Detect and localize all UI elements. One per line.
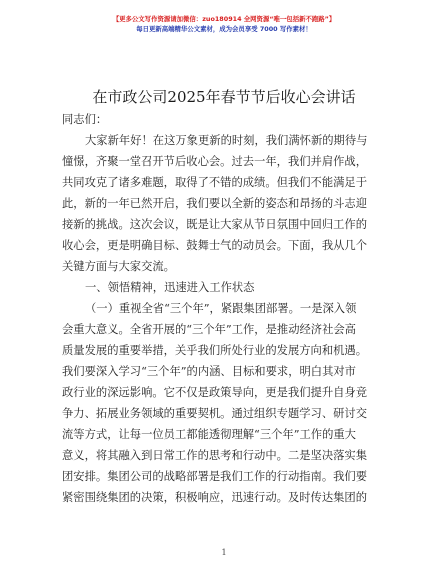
body-line: 我们要深入学习“三个年”的内涵、目标和要求，明白其对市 (62, 365, 356, 378)
body-line: 争力、拓展业务领域的重要契机。通过组织专题学习、研讨交 (62, 407, 368, 420)
body-line: （一）重视全省“三个年”，紧跟集团部署。一是深入领 (85, 302, 357, 315)
body-line: 政行业的深远影响。它不仅是政策导向，更是我们提升自身竞 (62, 386, 368, 399)
body-line: 紧密围绕集团的决策，积极响应，迅速行动。及时传达集团的 (62, 491, 368, 504)
body-line: 关键方面与大家交流。 (62, 260, 175, 273)
body-line: 会重大意义。全省开展的“三个年”工作，是推动经济社会高 (62, 323, 356, 336)
section-heading: 一、领悟精神，迅速进入工作状态 (85, 281, 255, 294)
body-line: 憧憬，齐聚一堂召开节后收心会。过去一年，我们并肩作战， (62, 155, 368, 168)
page-number: 1 (221, 548, 227, 557)
body-line: 大家新年好！在这万象更新的时刻，我们满怀新的期待与 (85, 134, 368, 147)
body-line: 流等方式，让每一位员工都能透彻理解“三个年”工作的重大 (62, 428, 356, 441)
body-line: 共同攻克了诸多难题，取得了不错的成绩。但我们不能满足于 (62, 176, 368, 189)
greeting-line: 同志们： (62, 113, 108, 126)
promo-banner-line-2: 每日更新高端精华公文素材，成为会员享受 7000 写作素材！ (136, 25, 312, 33)
body-line: 此，新的一年已然开启，我们要以全新的姿态和昂扬的斗志迎 (62, 197, 368, 210)
body-line: 团安排。集团公司的战略部署是我们工作的行动指南。我们要 (62, 470, 368, 483)
body-line: 质量发展的重要举措，关乎我们所处行业的发展方向和机遇。 (62, 344, 368, 357)
greeting (62, 109, 388, 130)
document-title: 在市政公司2025年春节节后收心会讲话 (92, 88, 356, 106)
promo-banner-line-1: 【更多公文写作资源请加微信：zuo180914 全网资源“唯一包括新不跑路”】 (112, 15, 336, 23)
body-line: 意义，将其融入到日常工作的思考和行动中。二是坚决落实集 (62, 449, 368, 462)
body-line: 接新的挑战。这次会议，既是让大家从节日氛围中回归工作的 (62, 218, 368, 231)
body-line: 收心会，更是明确目标、鼓舞士气的动员会。下面，我从几个 (62, 239, 368, 252)
document-body (62, 130, 388, 508)
